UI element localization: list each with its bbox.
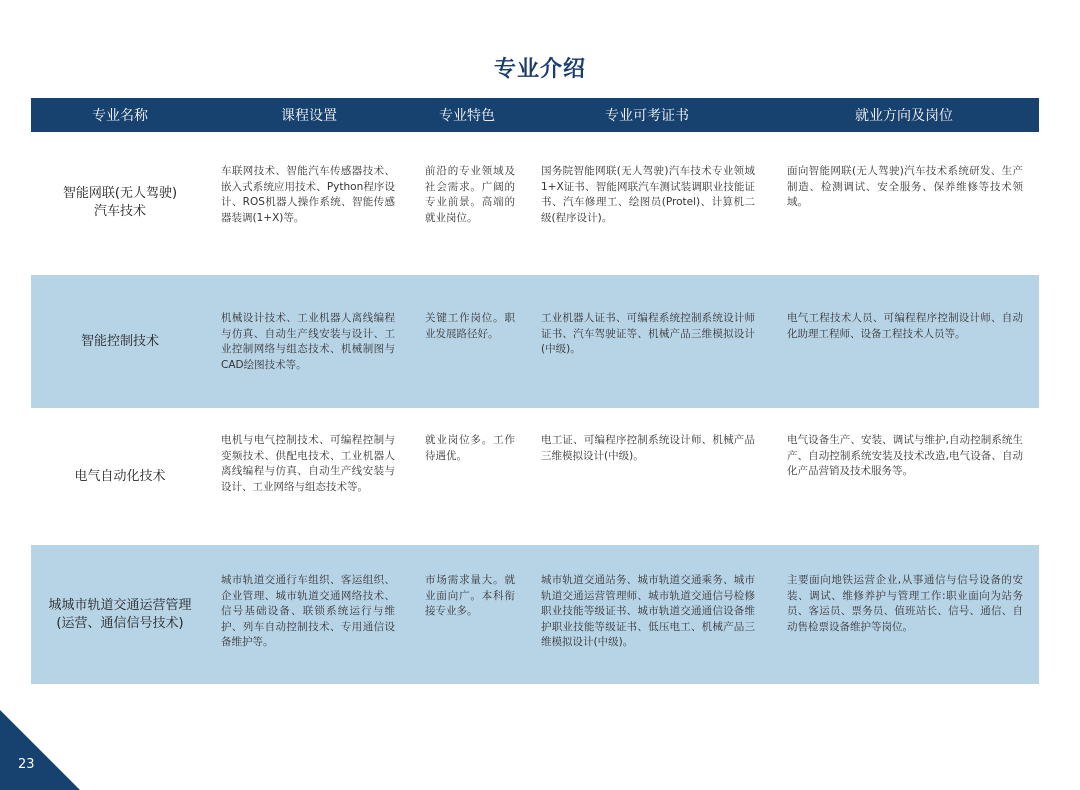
header-jobs: 就业方向及岗位 bbox=[855, 108, 953, 124]
table-row bbox=[31, 409, 1039, 544]
jobs-cell: 面向智能网联(无人驾驶)汽车技术系统研发、生产制造、检测调试、安全服务、保养维修等技术领域。 bbox=[787, 165, 1023, 208]
courses-cell: 城市轨道交通行车组织、客运组织、企业管理、城市轨道交通网络技术、信号基础设备、联锁系统运行与维护、列车自动控制技术、专用通信设备维护等。 bbox=[221, 574, 395, 648]
courses-cell: 机械设计技术、工业机器人离线编程与仿真、自动生产线安装与设计、工业控制网络与组态技术、机械制图与CAD绘图技术等。 bbox=[221, 312, 395, 371]
program-name bbox=[31, 275, 209, 408]
program-name-line: 智能网联(无人驾驶) bbox=[62, 186, 178, 201]
table-row bbox=[31, 275, 1039, 408]
program-name-line: 城城市轨道交通运营管理 bbox=[48, 597, 192, 613]
program-name-line: (运营、通信信号技术) bbox=[56, 615, 184, 631]
jobs-cell: 电气工程技术人员、可编程程序控制设计师、自动化助理工程师、设备工程技术人员等。 bbox=[787, 312, 1023, 340]
features-cell: 市场需求量大。就业面向广。本科衔接专业多。 bbox=[425, 574, 515, 617]
jobs-cell: 电气设备生产、安装、调试与维护,自动控制系统生产、自动控制系统安装及技术改造,电气设备、自动化产品营销及技术服务等。 bbox=[787, 434, 1023, 477]
courses-cell: 车联网技术、智能汽车传感器技术、嵌入式系统应用技术、Python程序设计、ROS机器人操作系统、智能传感器装调(1+X)等。 bbox=[221, 165, 395, 224]
features-cell: 就业岗位多。工作待遇优。 bbox=[425, 434, 515, 462]
program-name-line: 汽车技术 bbox=[93, 204, 146, 219]
page-number: 23 bbox=[18, 757, 35, 772]
courses-cell: 电机与电气控制技术、可编程控制与变频技术、供配电技术、工业机器人离线编程与仿真、自动生产线安装与设计、工业网络与组态技术等。 bbox=[221, 434, 395, 493]
jobs-cell: 主要面向地铁运营企业,从事通信与信号设备的安装、调试、维修养护与管理工作:职业面向为站务员、客运员、票务员、值班站长、信号、通信、自动售检票设备维护等岗位。 bbox=[787, 574, 1023, 633]
program-name bbox=[31, 409, 209, 544]
program-name bbox=[31, 132, 209, 274]
header-certificates: 专业可考证书 bbox=[605, 108, 689, 124]
table-row bbox=[31, 545, 1039, 684]
program-name bbox=[31, 545, 209, 684]
page-title: 专业介绍 bbox=[493, 57, 586, 82]
certificates-cell: 城市轨道交通站务、城市轨道交通乘务、城市轨道交通运营管理师、城市轨道交通信号检修职业技能等级证书、城市轨道交通通信设备维护职业技能等级证书、低压电工、机械产品三维模拟设计(中级)。 bbox=[541, 574, 755, 648]
corner-decoration bbox=[0, 710, 80, 790]
header-name: 专业名称 bbox=[92, 108, 148, 124]
program-name-line: 智能控制技术 bbox=[80, 333, 159, 349]
table-row bbox=[31, 132, 1039, 274]
certificates-cell: 电工证、可编程序控制系统设计师、机械产品三维模拟设计(中级)。 bbox=[541, 434, 755, 462]
certificates-cell: 工业机器人证书、可编程系统控制系统设计师证书、汽车驾驶证等、机械产品三维模拟设计(中级)。 bbox=[541, 312, 755, 355]
program-name-line: 电气自动化技术 bbox=[74, 468, 166, 484]
certificates-cell: 国务院智能网联(无人驾驶)汽车技术专业领域1+X证书、智能网联汽车测试装调职业技能证书、汽车修理工、绘图员(Protel)、计算机二级(程序设计)。 bbox=[541, 165, 755, 224]
program-table bbox=[31, 98, 1039, 648]
features-cell: 关键工作岗位。职业发展路径好。 bbox=[425, 312, 515, 340]
features-cell: 前沿的专业领域及社会需求。广阔的专业前景。高端的就业岗位。 bbox=[425, 165, 515, 224]
header-courses: 课程设置 bbox=[281, 108, 337, 124]
table-header bbox=[31, 98, 1039, 132]
header-features: 专业特色 bbox=[439, 108, 495, 124]
